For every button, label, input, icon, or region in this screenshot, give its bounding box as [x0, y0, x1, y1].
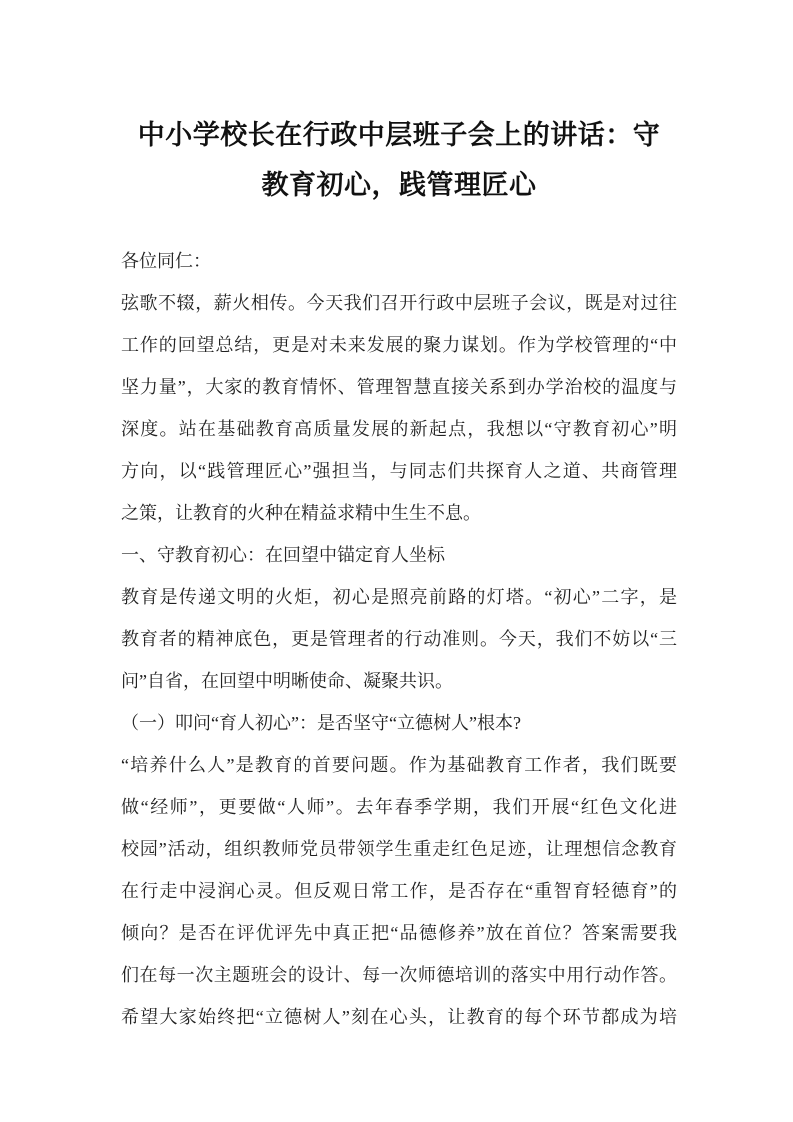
text-line: 问”自省，在回望中明晰使命、凝聚共识。 — [121, 671, 453, 691]
salutation-line: 各位同仁： — [121, 251, 211, 271]
text-line: 深度。站在基础教育高质量发展的新起点，我想以“守教育初心”明 — [121, 419, 677, 439]
text-line: 弦歌不辍，薪火相传。今天我们召开行政中层班子会议，既是对过往 — [121, 293, 677, 313]
text-line: 坚力量”，大家的教育情怀、管理智慧直接关系到办学治校的温度与 — [121, 377, 677, 397]
document-title-line-1: 中小学校长在行政中层班子会上的讲话：守 — [137, 120, 661, 150]
text-line: 在行走中浸润心灵。但反观日常工作，是否存在“重智育轻德育”的 — [121, 881, 677, 901]
document-title-line-2: 教育初心，践管理匠心 — [261, 170, 537, 200]
sub-heading: （一）叩问“育人初心”：是否坚守“立德树人”根本? — [121, 713, 521, 733]
document-body — [121, 240, 677, 1038]
text-line: 希望大家始终把“立德树人”刻在心头，让教育的每个环节都成为培 — [121, 1007, 677, 1027]
text-line: 教育者的精神底色，更是管理者的行动准则。今天，我们不妨以“三 — [121, 629, 677, 649]
section-heading: 一、守教育初心：在回望中锚定育人坐标 — [121, 545, 445, 565]
text-line: 方向，以“践管理匠心”强担当，与同志们共探育人之道、共商管理 — [121, 461, 677, 481]
text-line: 之策，让教育的火种在精益求精中生生不息。 — [121, 503, 481, 523]
text-line: “培养什么人”是教育的首要问题。作为基础教育工作者，我们既要 — [121, 755, 677, 775]
text-line: 倾向？是否在评优评先中真正把“品德修养”放在首位？答案需要我 — [121, 923, 677, 943]
text-line: 做“经师”，更要做“人师”。去年春季学期，我们开展“红色文化进 — [121, 797, 677, 817]
document-title — [121, 110, 677, 210]
text-line: 工作的回望总结，更是对未来发展的聚力谋划。作为学校管理的“中 — [121, 335, 677, 355]
text-line: 们在每一次主题班会的设计、每一次师德培训的落实中用行动作答。 — [121, 965, 677, 985]
text-line: 教育是传递文明的火炬，初心是照亮前路的灯塔。“初心”二字，是 — [121, 587, 677, 607]
text-line: 校园”活动，组织教师党员带领学生重走红色足迹，让理想信念教育 — [121, 839, 677, 859]
